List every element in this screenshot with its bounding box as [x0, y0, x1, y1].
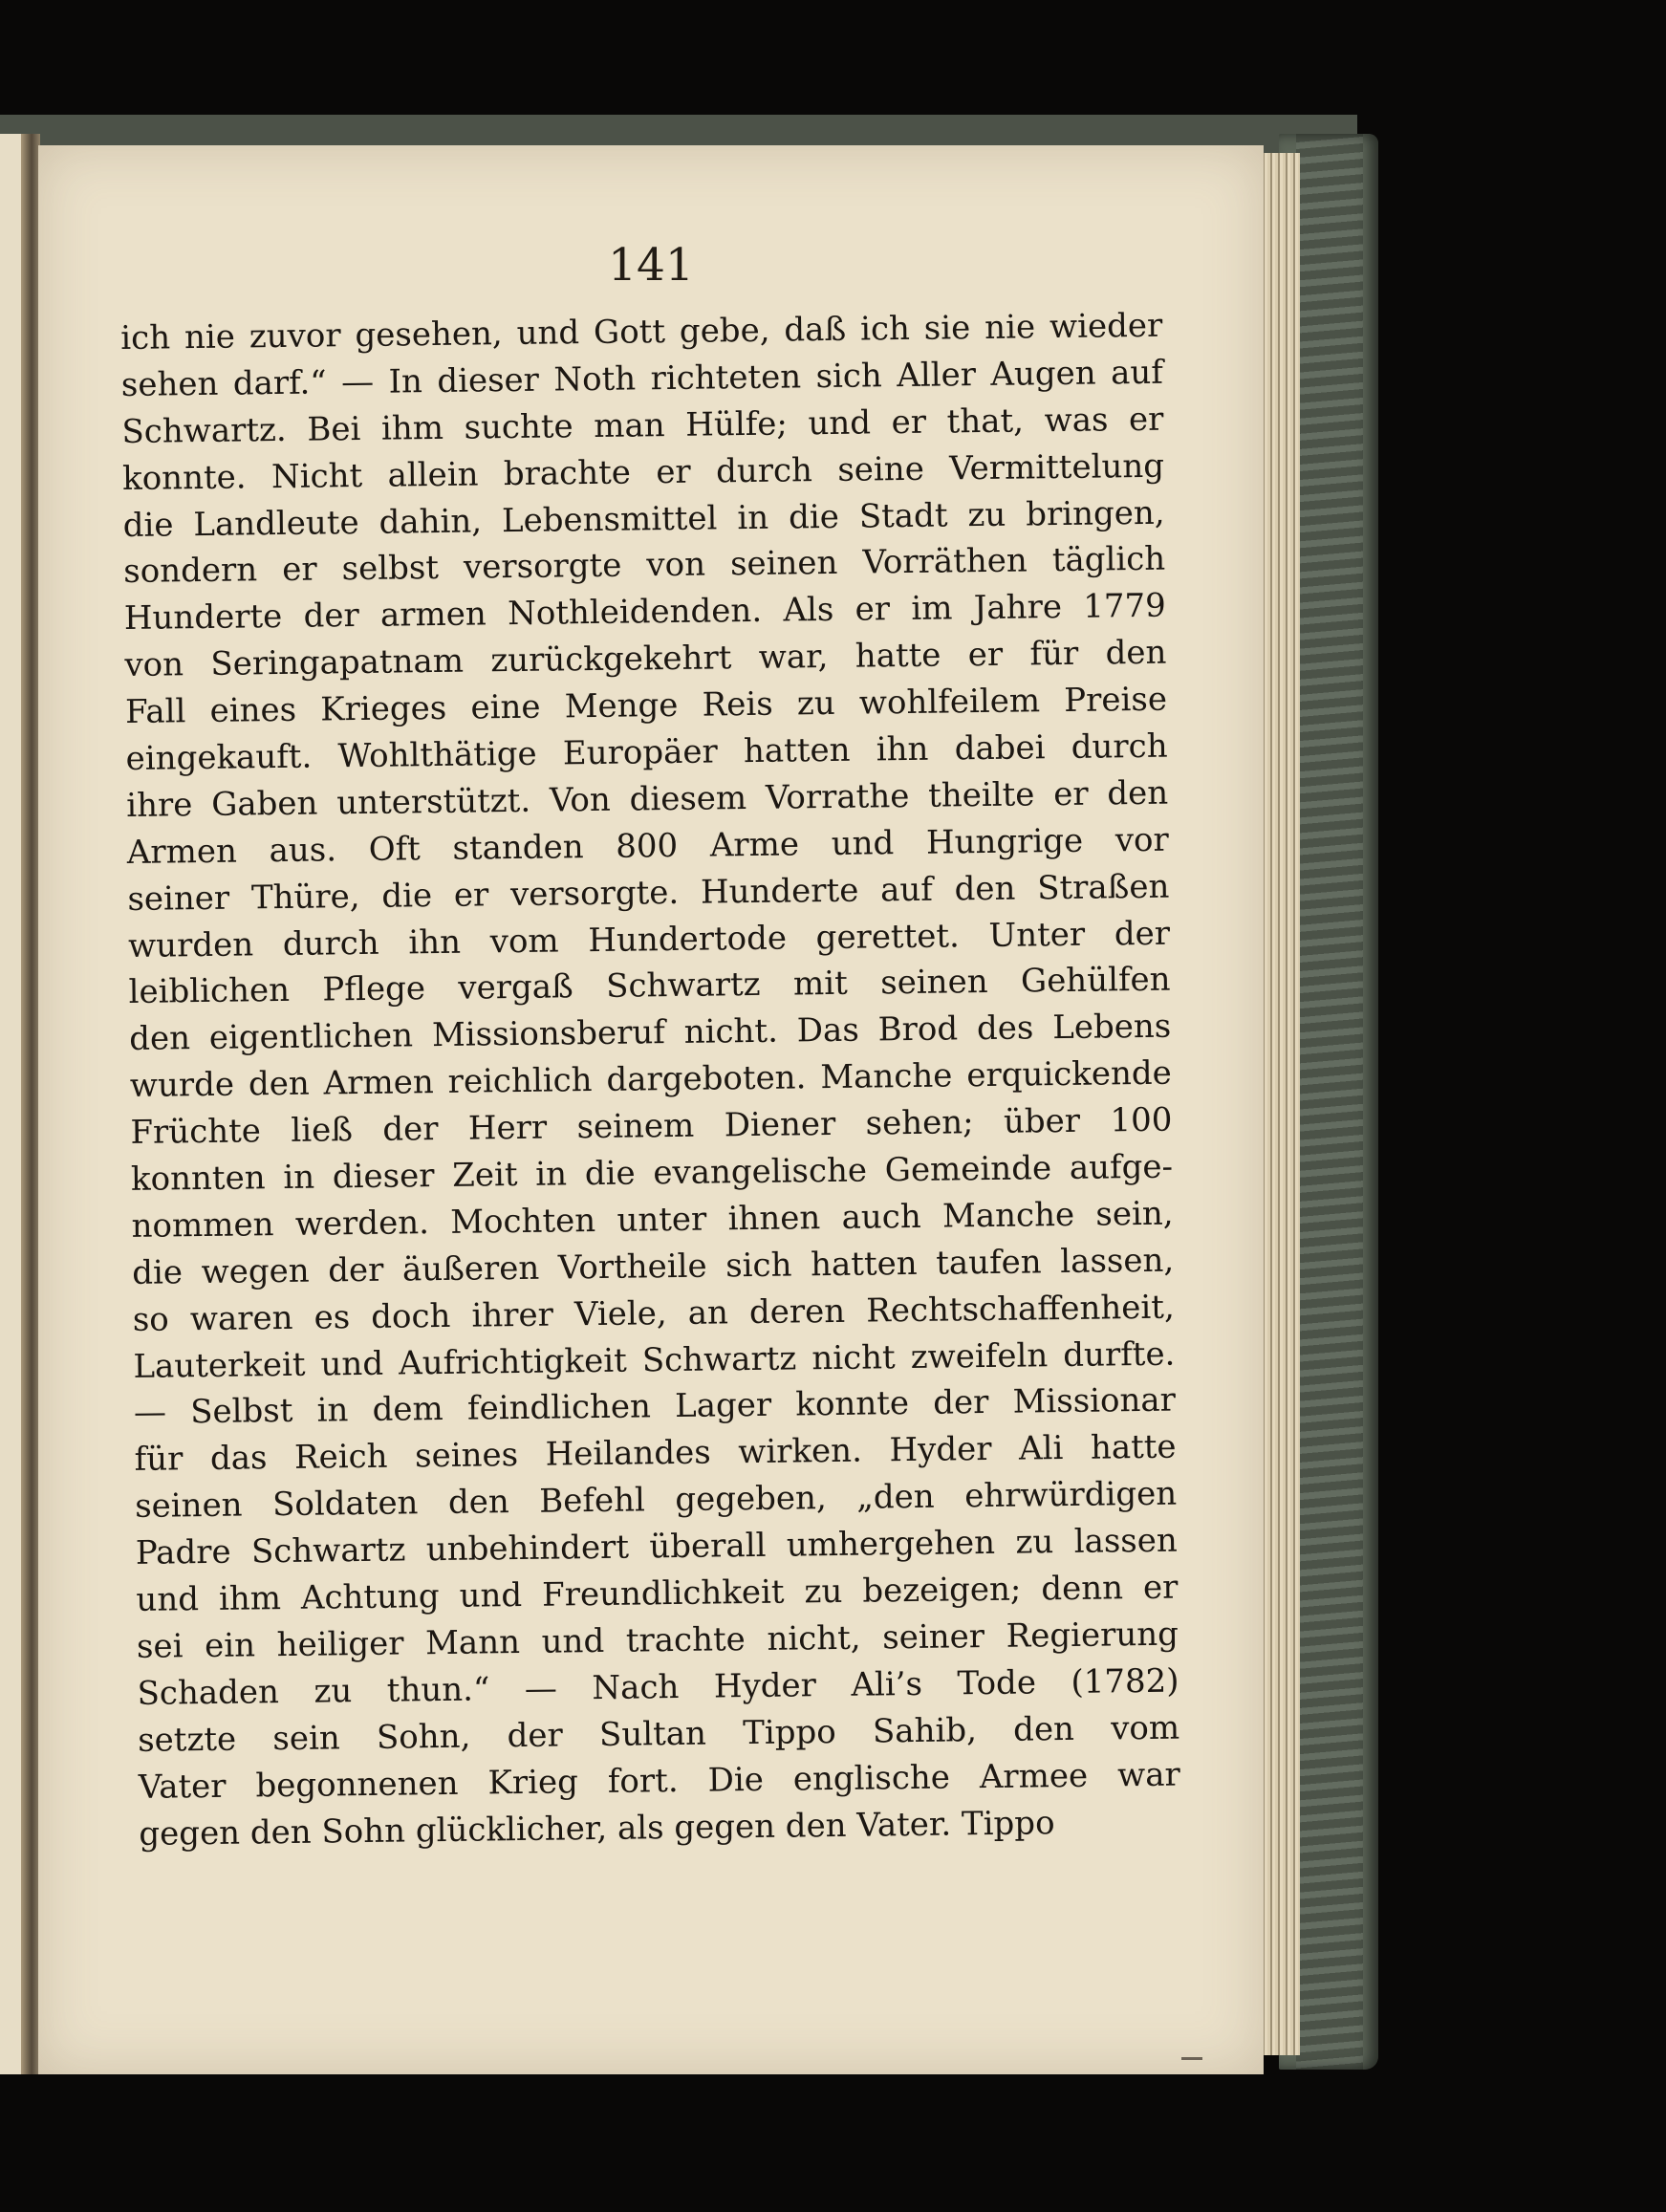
text-line: Schaden zu thun.“ — Nach Hyder Ali’s Tode (1782): [137, 1661, 1179, 1713]
text-line: Lauterkeit und Aufrichtigkeit Schwartz nicht zweifeln durfte.: [133, 1334, 1176, 1386]
text-line: Padre Schwartz unbehindert überall umhergehen zu lassen: [135, 1521, 1178, 1573]
page-number: 141: [608, 239, 694, 292]
text-line: — Selbst in dem feindlichen Lager konnte der Missionar: [133, 1381, 1177, 1433]
text-line: seinen Soldaten den Befehl gegeben, „den ehrwürdigen: [134, 1474, 1178, 1527]
book-gutter: [21, 134, 40, 2074]
text-line: den eigentlichen Missionsberuf nicht. Das Brod des Lebens: [129, 1007, 1172, 1059]
text-line: wurden durch ihn vom Hundertode gerettet. Unter der: [127, 914, 1171, 965]
text-line: sondern er selbst versorgte von seinen Vorräthen täglich: [123, 540, 1166, 592]
text-line: leiblichen Pflege vergaß Schwartz mit seinen Gehülfen: [128, 961, 1171, 1012]
text-line: Früchte ließ der Herr seinem Diener sehen; über 100: [130, 1100, 1173, 1153]
text-line: Armen aus. Oft standen 800 Arme und Hungrige vor: [126, 820, 1170, 872]
text-line: für das Reich seines Heilandes wirken. Hyder Ali hatte: [134, 1427, 1177, 1480]
text-line: gegen den Sohn glücklicher, als gegen den Vater. Tippo: [139, 1803, 1055, 1854]
text-line: Hunderte der armen Nothleidenden. Als er im Jahre 1779: [123, 587, 1167, 639]
text-line: die wegen der äußeren Vortheile sich hatten taufen lassen,: [131, 1241, 1175, 1292]
text-line: Fall eines Krieges eine Menge Reis zu wohlfeilem Preise: [124, 680, 1168, 732]
text-line: nommen werden. Mochten unter ihnen auch Manche sein,: [131, 1194, 1174, 1246]
text-line: Schwartz. Bei ihm suchte man Hülfe; und er that, was er: [121, 400, 1164, 451]
text-line: konnten in dieser Zeit in die evangelische Gemeinde aufge-: [130, 1147, 1174, 1199]
text-line: seiner Thüre, die er versorgte. Hunderte auf den Straßen: [127, 867, 1170, 919]
text-line: so waren es doch ihrer Viele, an deren Rechtschaffenheit,: [132, 1288, 1175, 1339]
text-line: Vater begonnenen Krieg fort. Die englische Armee war: [138, 1755, 1180, 1807]
text-line: die Landleute dahin, Lebensmittel in die Stadt zu bringen,: [122, 493, 1165, 545]
print-mark: [1181, 2057, 1202, 2060]
text-line: ihre Gaben unterstützt. Von diesem Vorrathe theilte er den: [126, 773, 1169, 825]
text-line: und ihm Achtung und Freundlichkeit zu bezeigen; denn er: [136, 1568, 1179, 1619]
text-line: eingekauft. Wohlthätige Europäer hatten ihn dabei durch: [125, 726, 1168, 778]
text-line: wurde den Armen reichlich dargeboten. Manche erquickende: [129, 1053, 1173, 1106]
text-line: ich nie zuvor gesehen, und Gott gebe, daß ich sie nie wieder: [120, 306, 1163, 358]
text-line: von Seringapatnam zurückgekehrt war, hatte er für den: [124, 633, 1167, 685]
text-line: sei ein heiliger Mann und trachte nicht, seiner Regierung: [136, 1615, 1179, 1666]
text-line: sehen darf.“ — In dieser Noth richteten sich Aller Augen auf: [120, 353, 1164, 404]
text-line: setzte sein Sohn, der Sultan Tippo Sahib, den vom: [137, 1708, 1180, 1760]
page-text: [120, 303, 1181, 1858]
text-line: konnte. Nicht allein brachte er durch seine Vermittelung: [121, 446, 1165, 498]
book-page: [38, 145, 1264, 2074]
page-edges: [1260, 153, 1300, 2055]
